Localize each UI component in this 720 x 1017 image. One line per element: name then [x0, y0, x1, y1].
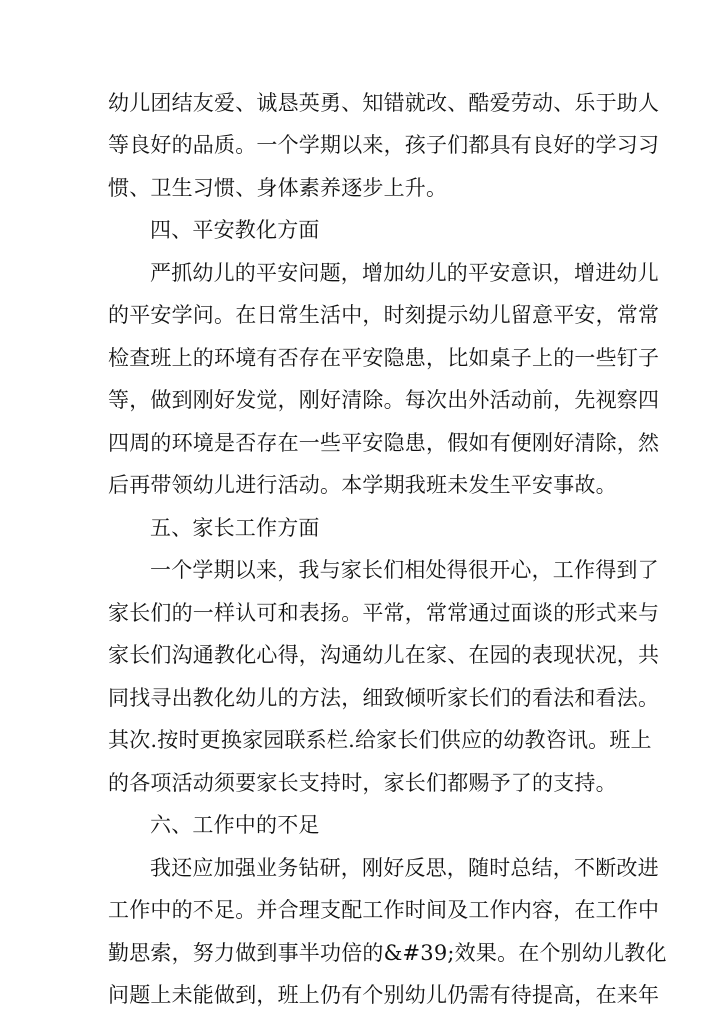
paragraph-first-line: 一个学期以来，我与家长们相处得很开心，工作得到了 — [150, 558, 659, 583]
body-text-line: 等良好的品质。一个学期以来，孩子们都具有良好的学习习 — [108, 133, 660, 158]
body-text-line: 等，做到刚好发觉，刚好清除。每次出外活动前，先视察四 — [108, 388, 660, 413]
body-text-line: 勤思索，努力做到事半功倍的&#39;效果。在个别幼儿教化 — [108, 940, 667, 965]
paragraph-first-line: 严抓幼儿的平安问题，增加幼儿的平安意识，增进幼儿 — [150, 260, 659, 285]
section-heading: 六、工作中的不足 — [150, 813, 320, 838]
body-text-line: 家长们沟通教化心得，沟通幼儿在家、在园的表现状况，共 — [108, 643, 660, 668]
body-text-line: 其次.按时更换家园联系栏.给家长们供应的幼教咨讯。班上 — [108, 728, 652, 753]
body-text-line: 惯、卫生习惯、身体素养逐步上升。 — [108, 175, 448, 200]
body-text-line: 家长们的一样认可和表扬。平常，常常通过面谈的形式来与 — [108, 600, 660, 625]
section-heading: 四、平安教化方面 — [150, 218, 320, 243]
section-heading: 五、家长工作方面 — [150, 515, 320, 540]
body-text-line: 的平安学问。在日常生活中，时刻提示幼儿留意平安，常常 — [108, 303, 660, 328]
body-text-line: 四周的环境是否存在一些平安隐患，假如有便刚好清除，然 — [108, 430, 660, 455]
body-text-line: 幼儿团结友爱、诚恳英勇、知错就改、酷爱劳动、乐于助人 — [108, 91, 660, 115]
paragraph-first-line: 我还应加强业务钻研，刚好反思，随时总结，不断改进 — [150, 855, 659, 880]
body-text-line: 工作中的不足。并合理支配工作时间及工作内容，在工作中 — [108, 898, 660, 923]
body-text-line: 的各项活动须要家长支持时，家长们都赐予了的支持。 — [108, 770, 617, 795]
body-text-line: 检查班上的环境有否存在平安隐患，比如桌子上的一些钉子 — [108, 345, 660, 370]
body-text-line: 问题上未能做到，班上仍有个别幼儿仍需有待提高，在来年 — [108, 983, 660, 1007]
body-text-line: 同找寻出教化幼儿的方法，细致倾听家长们的看法和看法。 — [108, 685, 660, 710]
body-text-line: 后再带领幼儿进行活动。本学期我班未发生平安事故。 — [108, 473, 617, 498]
